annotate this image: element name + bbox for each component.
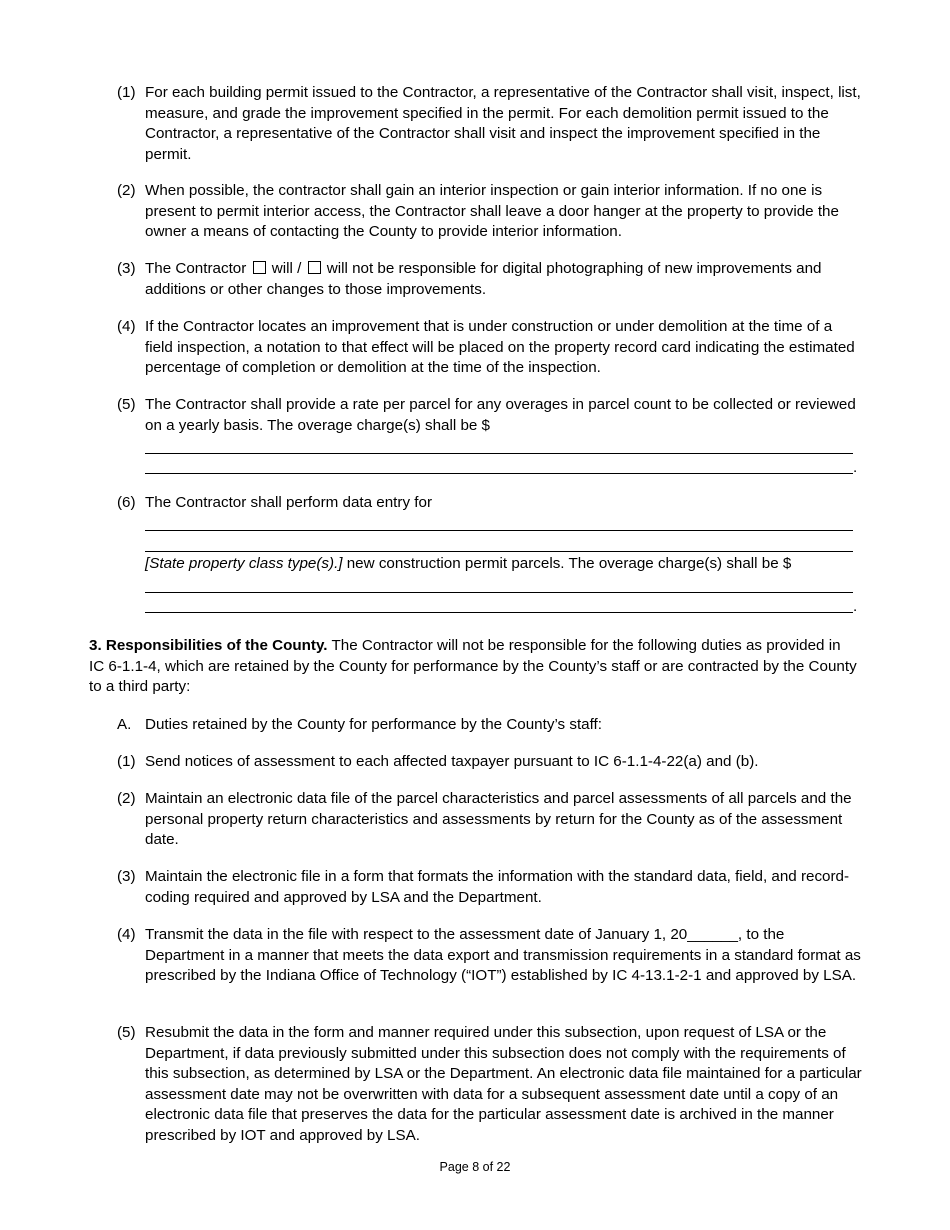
line-period: .	[853, 598, 858, 615]
item-number: (1)	[117, 753, 136, 770]
item-number: (6)	[117, 494, 136, 511]
fill-in-line[interactable]	[145, 530, 853, 531]
fill-in-line[interactable]	[145, 453, 853, 454]
item-text: The Contractor shall provide a rate per parcel for any overages in parcel count to be collected or reviewed on a yearly basis. The overage charge(s) shall be $	[145, 396, 856, 434]
section-heading: 3. Responsibilities of the County.	[89, 637, 328, 654]
item-number: (5)	[117, 1024, 136, 1041]
item-text: The Contractor shall perform data entry for	[145, 494, 432, 511]
section-body: The Contractor will not be responsible for the following duties as provided in IC 6-1.1-4, which are retained by the County for performance by the County’s staff or are contracted by the County to a third party:	[89, 637, 857, 695]
item-text-part: The Contractor	[145, 260, 247, 277]
item-text-part: will /	[271, 260, 302, 277]
fill-in-line[interactable]	[145, 612, 853, 613]
section-paragraph	[89, 636, 859, 698]
item-text: Send notices of assessment to each affected taxpayer pursuant to IC 6-1.1-4-22(a) and (b).	[145, 753, 759, 770]
item-text: For each building permit issued to the Contractor, a representative of the Contractor shall visit, inspect, list, measure, and grade the improvement specified in the permit. For each demolition permit issued to the Contractor, a representative of the Contractor shall visit and inspect the improvement specified in the permit.	[145, 84, 861, 163]
item-number: (3)	[117, 868, 136, 885]
item-number: A.	[117, 716, 132, 733]
item-text: Maintain an electronic data file of the parcel characteristics and parcel assessments of all parcels and the personal property return characteristics and assessments by return for the County as of the assessment date.	[145, 790, 852, 848]
item-number: (1)	[117, 84, 136, 101]
will-checkbox[interactable]	[253, 261, 266, 274]
item-text: Transmit the data in the file with respect to the assessment date of January 1, 20______, to the Department in a manner that meets the data export and transmission requirements in a standard format as prescribed by the Indiana Office of Technology (“IOT”) established by IC 4-13.1-2-1 and approved by LSA.	[145, 926, 861, 984]
item-text-part: will not be responsible for digital photographing of new improvements and additions or other changes to those improvements.	[145, 260, 822, 298]
will-not-checkbox[interactable]	[308, 261, 321, 274]
item-text	[145, 554, 863, 575]
page-number: Page 8 of 22	[439, 1160, 511, 1174]
item-number: (4)	[117, 318, 136, 335]
placeholder-instruction: [State property class type(s).]	[145, 555, 343, 572]
item-number: (4)	[117, 926, 136, 943]
fill-in-line[interactable]	[145, 592, 853, 593]
line-period: .	[853, 459, 858, 476]
item-text-part: new construction permit parcels. The overage charge(s) shall be $	[342, 555, 792, 572]
item-number: (3)	[117, 260, 136, 277]
item-text	[145, 259, 863, 300]
item-text: Duties retained by the County for performance by the County’s staff:	[145, 716, 602, 733]
item-text: Maintain the electronic file in a form that formats the information with the standard data, field, and record-coding required and approved by LSA and the Department.	[145, 868, 850, 906]
fill-in-line[interactable]	[145, 551, 853, 552]
item-text: Resubmit the data in the form and manner required under this subsection, upon request of LSA or the Department, if data previously submitted under this subsection does not comply with the requirements of this subsection, as determined by LSA or the Department. An electronic data file maintained for a particular assessment date may not be overwritten with data for a subsequent assessment date until a copy of an electronic data file that preserves the data for the particular assessment date is archived in the manner prescribed by IOT and approved by LSA.	[145, 1024, 862, 1144]
item-number: (2)	[117, 790, 136, 807]
item-number: (2)	[117, 182, 136, 199]
item-text: When possible, the contractor shall gain an interior inspection or gain interior information. If no one is present to permit interior access, the Contractor shall leave a door hanger at the property to provide the owner a means of contacting the County to provide interior information.	[145, 182, 839, 240]
fill-in-line[interactable]	[145, 473, 853, 474]
item-number: (5)	[117, 396, 136, 413]
item-text: If the Contractor locates an improvement that is under construction or under demolition at the time of a field inspection, a notation to that effect will be placed on the property record card indicating the estimated percentage of completion or demolition at the time of the inspection.	[145, 318, 855, 376]
